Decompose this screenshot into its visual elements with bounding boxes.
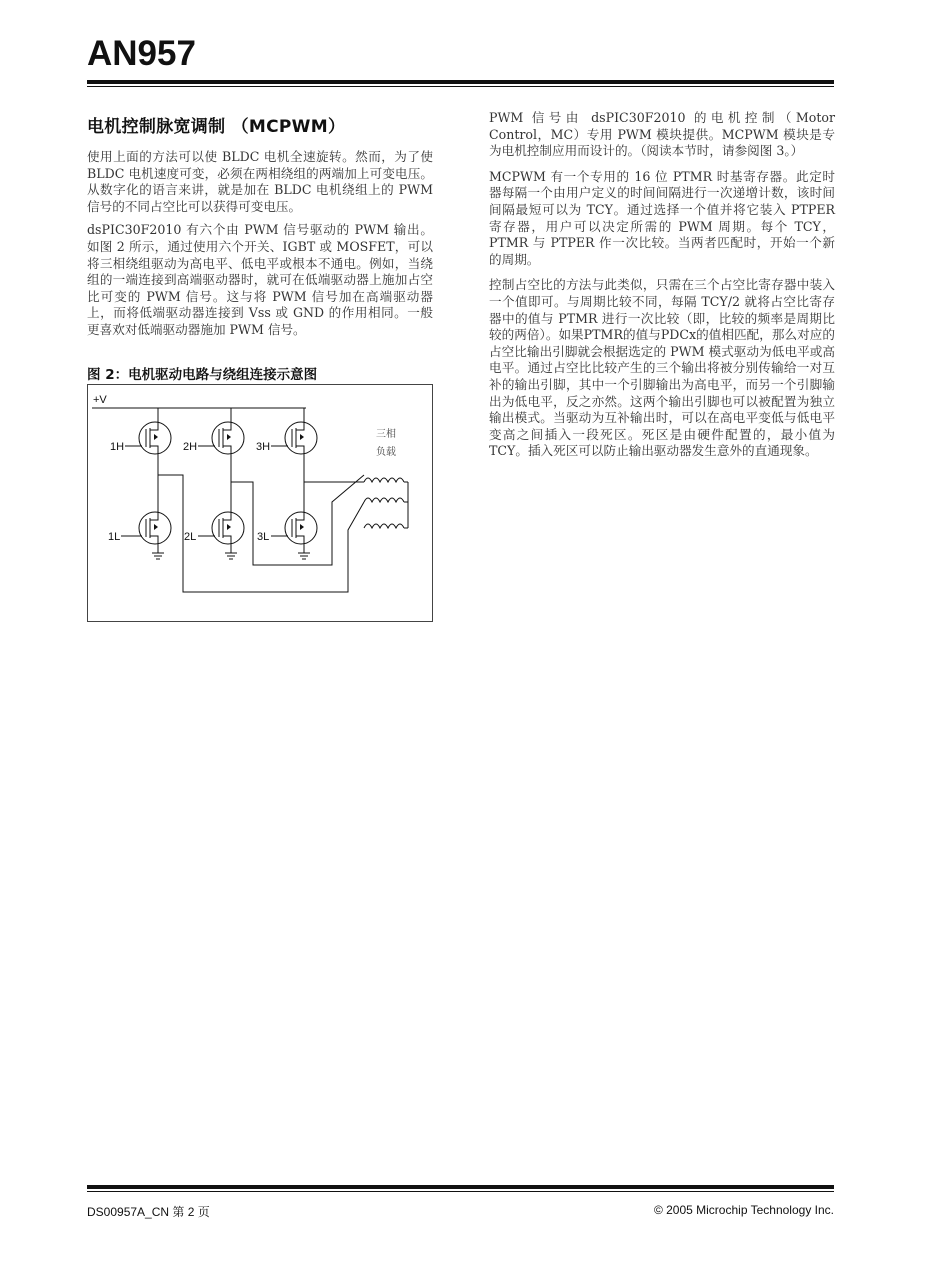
winding-c bbox=[364, 524, 404, 528]
switch-label-3h: 3H bbox=[256, 440, 271, 453]
switch-label-2h: 2H bbox=[183, 440, 198, 453]
footer-rule bbox=[87, 1185, 834, 1189]
paragraph: PWM 信号由 dsPIC30F2010 的电机控制（Motor Control，MC）专用 PWM 模块提供。MCPWM 模块是专为电机控制应用而设计的。（阅读本节时，请参阅图 3。） bbox=[489, 110, 835, 159]
motor-drive-circuit-figure bbox=[87, 384, 433, 622]
switch-label-2l: 2L bbox=[184, 530, 197, 543]
circuit-diagram bbox=[88, 385, 432, 621]
paragraph: 使用上面的方法可以使 BLDC 电机全速旋转。然而，为了使 BLDC 电机速度可变，必须在两相绕组的两端加上可变电压。从数字化的语言来讲，就是加在 BLDC 电机绕组上的 PWM 信号的不同占空比可以获得可变电压。 bbox=[87, 149, 433, 214]
footer-rule-thin bbox=[87, 1191, 834, 1192]
winding-b bbox=[364, 498, 404, 502]
left-column bbox=[87, 110, 433, 622]
supply-label: +V bbox=[93, 393, 107, 406]
switch-label-3l: 3L bbox=[257, 530, 270, 543]
header-rule-thin bbox=[87, 86, 834, 87]
winding-a bbox=[364, 478, 404, 482]
paragraph: 控制占空比的方法与此类似，只需在三个占空比寄存器中装入一个值即可。与周期比较不同，每隔 TCY/2 就将占空比寄存器中的值与 PTMR 进行一次比较（即，比较的频率是周期比较的两倍）。如果PTMR的值与PDCx的值相匹配，那么对应的占空比输出引脚就会根据选定的 PWM 模式驱动为低电平或高电平。通过占空比比较产生的三个输出将被分别传输给一对互补的输出引脚，其中一个引脚输出为高电平，而另一个引脚输出为低电平，反之亦然。这两个输出引脚也可以被配置为独立输出模式。当驱动为互补输出时，可以在高电平变低与低电平变高之间插入一段死区。死区是由硬件配置的，最小值为 TCY。插入死区可以防止输出驱动器发生意外的直通现象。 bbox=[489, 277, 835, 459]
page-number: DS00957A_CN 第 2 页 bbox=[87, 1205, 210, 1219]
section-heading: 电机控制脉宽调制 （MCPWM） bbox=[87, 117, 346, 137]
switch-label-1h: 1H bbox=[110, 440, 125, 453]
header-rule bbox=[87, 80, 834, 84]
paragraph: dsPIC30F2010 有六个由 PWM 信号驱动的 PWM 输出。如图 2 所示，通过使用六个开关、IGBT 或 MOSFET，可以将三相绕组驱动为高电平、低电平或根本不通电。例如，当绕组的一端连接到高端驱动器时，就可在低端驱动器上施加占空比可变的 PWM 信号。这与将 PWM 信号加在高端驱动器上，而将低端驱动器连接到 Vss 或 GND 的作用相同。一般更喜欢对低端驱动器施加 PWM 信号。 bbox=[87, 222, 433, 337]
load-label-line2: 负载 bbox=[376, 446, 396, 458]
document-id: AN957 bbox=[87, 34, 196, 73]
right-column bbox=[489, 110, 835, 469]
copyright: © 2005 Microchip Technology Inc. bbox=[653, 1203, 834, 1217]
figure-caption: 图 2：电机驱动电路与绕组连接示意图 bbox=[87, 366, 318, 383]
paragraph: MCPWM 有一个专用的 16 位 PTMR 时基寄存器。此定时器每隔一个由用户定义的时间间隔进行一次递增计数，该时间间隔最短可以为 TCY。通过选择一个值并将它装入 PTPER 寄存器，用户可以决定所需的 PWM 周期。每个 TCY，PTMR 与 PTPER 作一次比较。当两者匹配时，开始一个新的周期。 bbox=[489, 168, 835, 267]
switch-label-1l: 1L bbox=[108, 530, 121, 543]
load-label-line1: 三相 bbox=[376, 428, 396, 440]
